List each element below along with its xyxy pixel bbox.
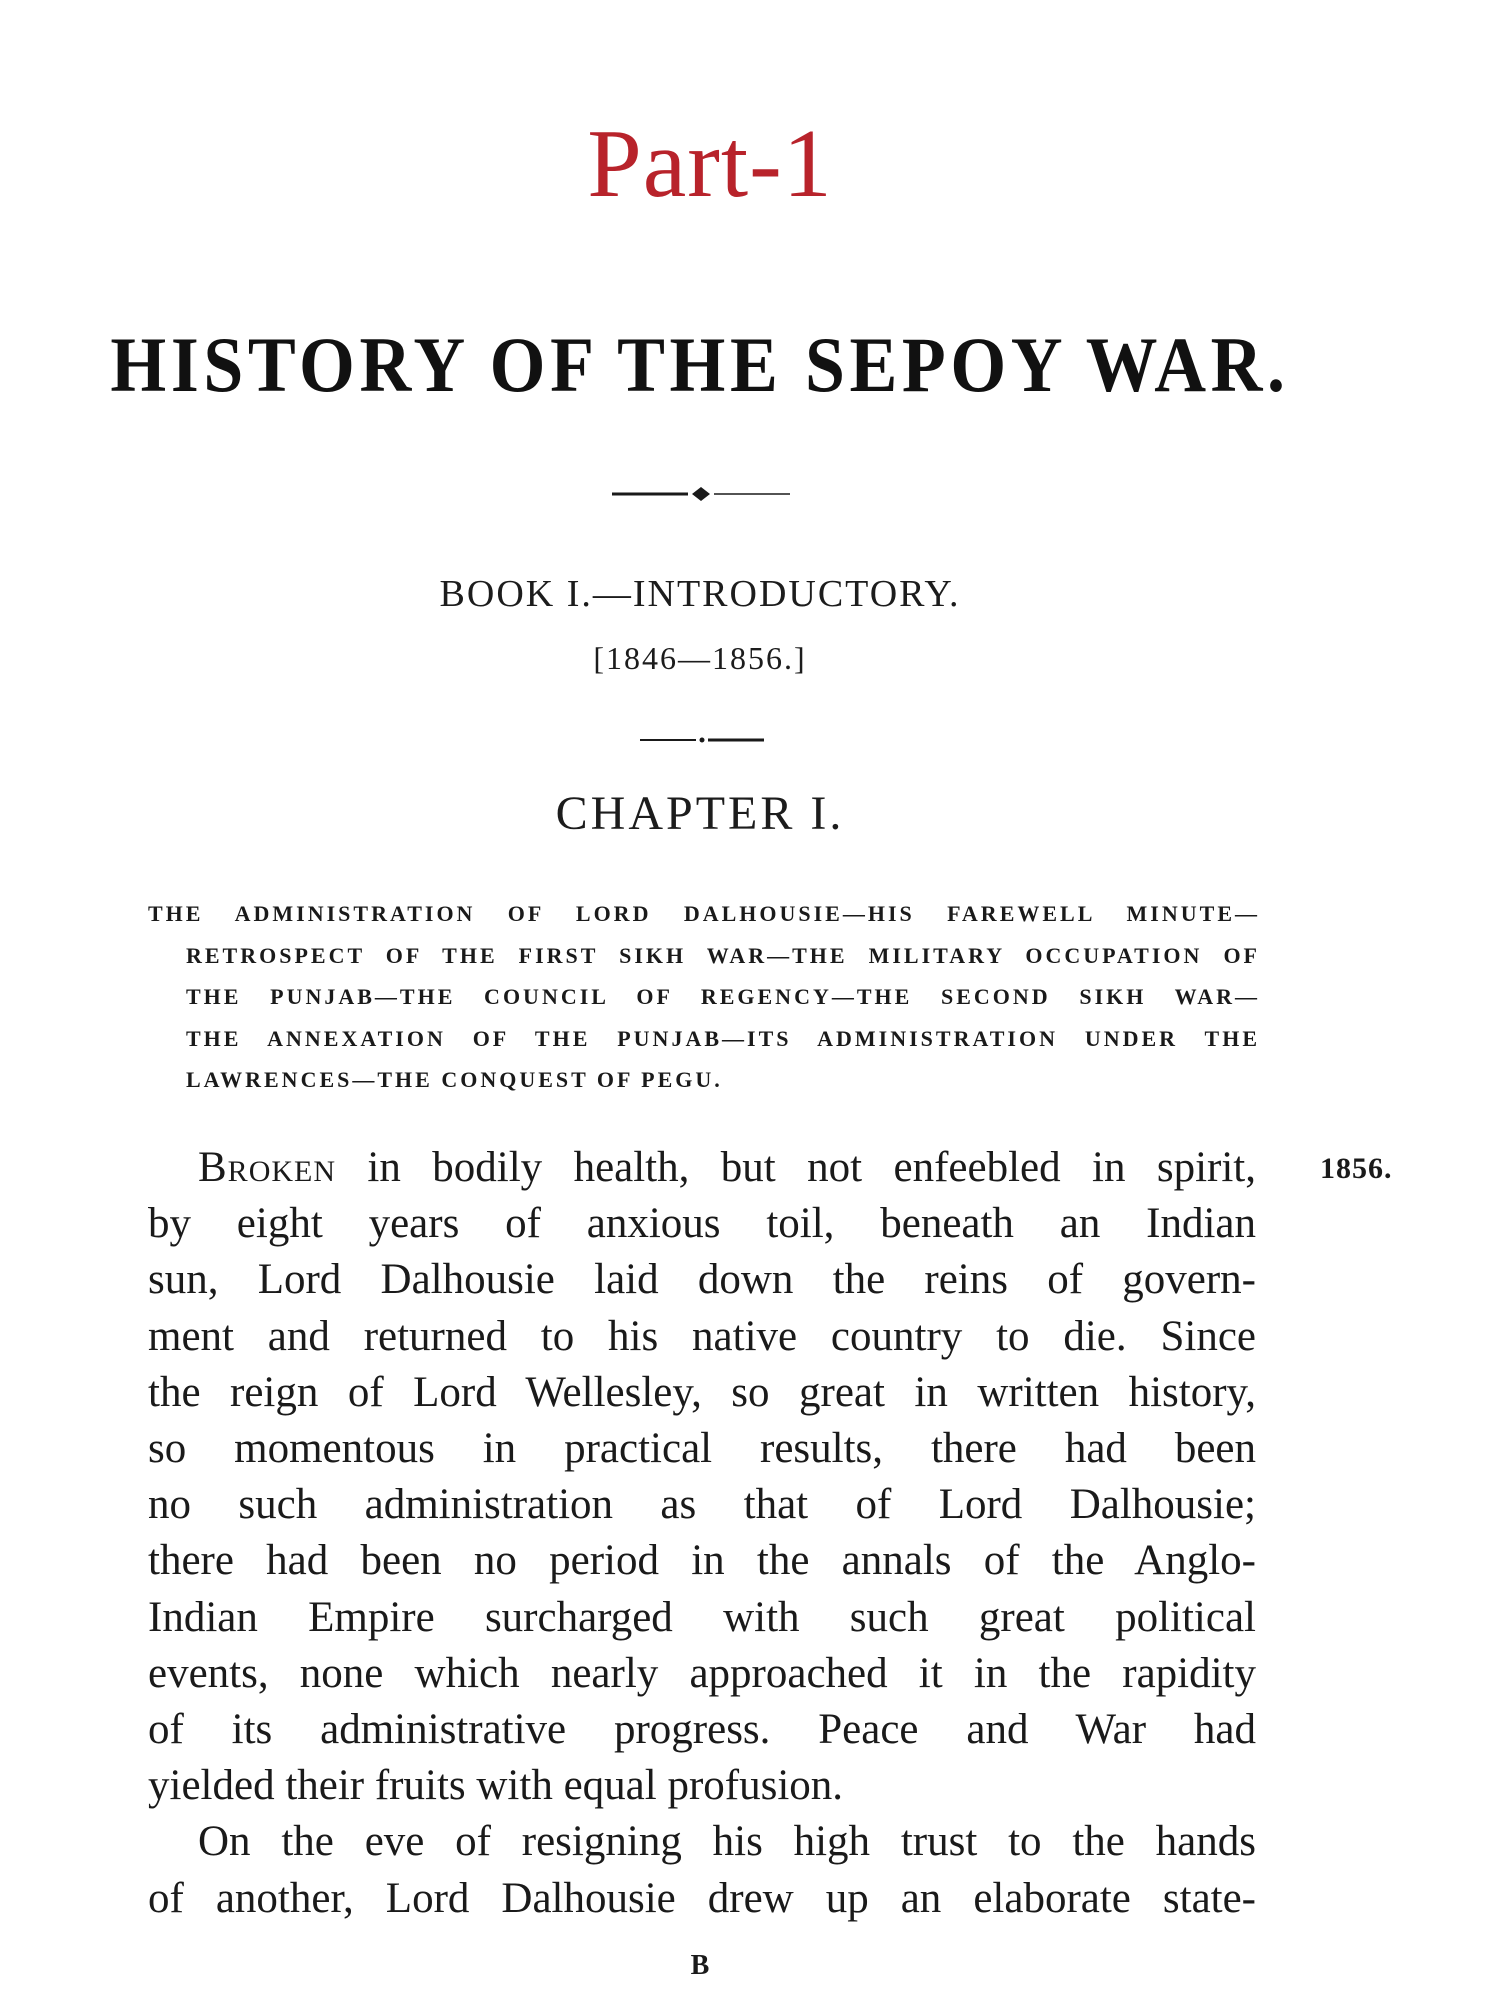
body-line: of another, Lord Dalhousie drew up an elaborate state- [148, 1874, 1256, 1922]
body-line: ment and returned to his native country to die. Since [148, 1312, 1256, 1360]
body-line: the reign of Lord Wellesley, so great in written history, [148, 1368, 1256, 1416]
chapter-synopsis [148, 893, 1260, 1101]
body-line: yielded their fruits with equal profusion. [148, 1762, 844, 1810]
opening-word: Broken [198, 1144, 337, 1191]
book-heading: BOOK I.—INTRODUCTORY. [439, 573, 961, 615]
margin-year-note: 1856. [1320, 1152, 1393, 1185]
synopsis-line: THE ADMINISTRATION OF LORD DALHOUSIE—HIS FAREWELL MINUTE— [148, 901, 1260, 926]
synopsis-line: THE ANNEXATION OF THE PUNJAB—ITS ADMINISTRATION UNDER THE [186, 1025, 1260, 1051]
synopsis-line: LAWRENCES—THE CONQUEST OF PEGU. [186, 1067, 723, 1092]
body-line: there had been no period in the annals of the Anglo- [148, 1537, 1256, 1585]
chapter-heading: CHAPTER I. [555, 787, 845, 840]
part-heading: Part-1 [587, 110, 833, 218]
first-line-rest: in bodily health, but not enfeebled in spirit, [336, 1144, 1256, 1191]
body-line: events, none which nearly approached it in the rapidity [148, 1649, 1256, 1697]
body-line: by eight years of anxious toil, beneath an Indian [148, 1200, 1256, 1248]
chapter-body-text [148, 1140, 1256, 1927]
body-line: sun, Lord Dalhousie laid down the reins of govern- [148, 1256, 1256, 1304]
body-line: no such administration as that of Lord Dalhousie; [148, 1481, 1256, 1529]
synopsis-line: THE PUNJAB—THE COUNCIL OF REGENCY—THE SECOND SIKH WAR— [186, 984, 1260, 1009]
book-dates: [1846—1856.] [593, 640, 807, 676]
signature-mark: B [690, 1950, 710, 1981]
body-line: so momentous in practical results, there had been [148, 1425, 1256, 1473]
body-line: Indian Empire surcharged with such great political [148, 1593, 1256, 1641]
body-line [148, 1140, 1256, 1196]
book-title: HISTORY OF THE SEPOY WAR. [110, 321, 1290, 408]
chapter-ornament-rule [640, 730, 764, 750]
body-line: On the eve of resigning his high trust to the hands [198, 1818, 1256, 1866]
body-line: of its administrative progress. Peace and War had [148, 1706, 1256, 1754]
synopsis-line: RETROSPECT OF THE FIRST SIKH WAR—THE MILITARY OCCUPATION OF [186, 942, 1260, 968]
title-ornament-rule [612, 484, 790, 504]
